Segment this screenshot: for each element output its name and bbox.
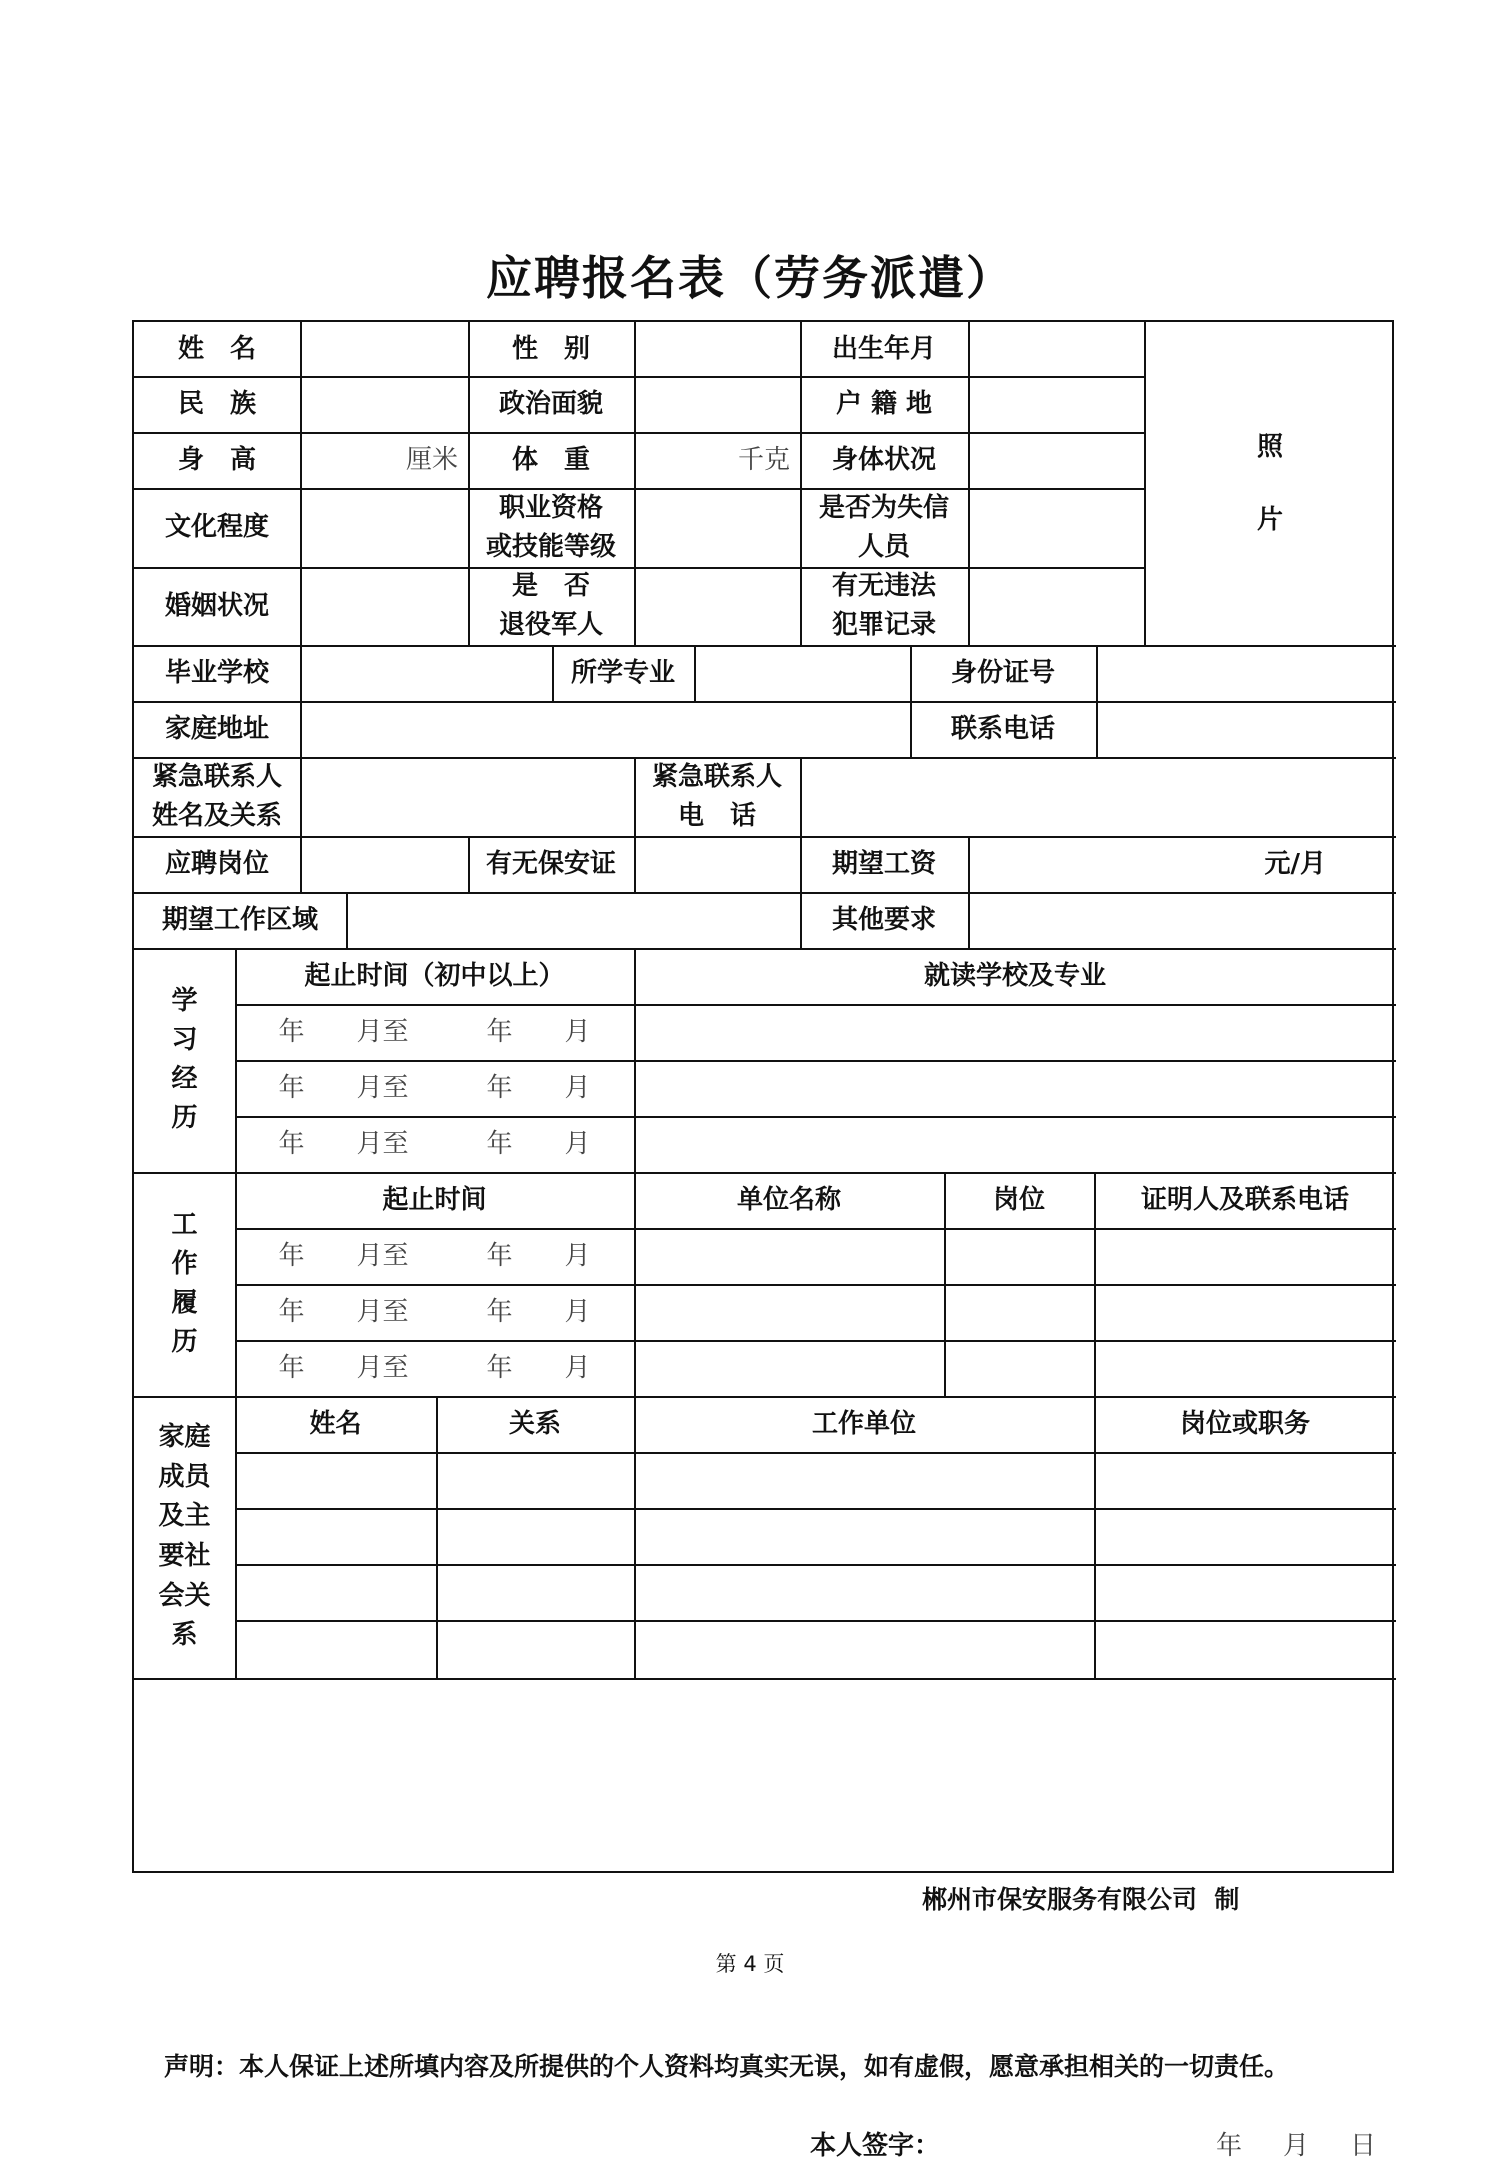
family-section-label: 家庭 成员 及主 要社 会关 系 bbox=[158, 1422, 211, 1651]
hukou-field[interactable] bbox=[968, 376, 1144, 432]
marital-field[interactable] bbox=[300, 567, 468, 645]
label-security-cert: 有无保安证 bbox=[485, 848, 616, 879]
row-line bbox=[235, 1564, 1396, 1566]
study-school-cell[interactable] bbox=[634, 1060, 1396, 1116]
study-period-cell[interactable]: 年 月至 年 月 bbox=[278, 1072, 591, 1103]
label-position: 应聘岗位 bbox=[164, 848, 269, 879]
label-phone: 联系电话 bbox=[950, 713, 1055, 744]
label-school: 毕业学校 bbox=[164, 657, 269, 688]
qualification-field[interactable] bbox=[634, 488, 800, 567]
salary-field[interactable]: 元/月 bbox=[1264, 848, 1326, 879]
date-day-label: 日 bbox=[1349, 2131, 1376, 2161]
study-section-label: 学 习 经 历 bbox=[171, 986, 198, 1133]
address-field[interactable] bbox=[300, 701, 910, 757]
phone-field[interactable] bbox=[1096, 701, 1396, 757]
label-id-number: 身份证号 bbox=[950, 657, 1055, 688]
ethnic-field[interactable] bbox=[300, 376, 468, 432]
work-period-header: 起止时间 bbox=[382, 1184, 487, 1215]
id-number-field[interactable] bbox=[1096, 645, 1396, 701]
education-field[interactable] bbox=[300, 488, 468, 567]
row-line bbox=[134, 1678, 1396, 1680]
label-emergency-name: 紧急联系人 姓名及关系 bbox=[151, 761, 282, 831]
family-name-header: 姓名 bbox=[309, 1408, 362, 1439]
position-field[interactable] bbox=[300, 836, 468, 892]
label-health: 身体状况 bbox=[831, 444, 936, 475]
study-school-cell[interactable] bbox=[634, 1116, 1396, 1172]
work-section-label: 工 作 履 历 bbox=[171, 1210, 198, 1357]
label-politics: 政治面貌 bbox=[498, 388, 603, 419]
study-period-cell[interactable]: 年 月至 年 月 bbox=[278, 1128, 591, 1159]
criminal-field[interactable] bbox=[968, 567, 1144, 645]
family-relation-header: 关系 bbox=[508, 1408, 561, 1439]
form-title: 应聘报名表（劳务派遣） bbox=[486, 251, 1014, 305]
signature-label: 本人签字： bbox=[810, 2131, 941, 2161]
label-gender: 性 别 bbox=[511, 333, 590, 364]
label-salary: 期望工资 bbox=[831, 848, 936, 879]
politics-field[interactable] bbox=[634, 376, 800, 432]
label-major: 所学专业 bbox=[570, 657, 675, 688]
other-field[interactable] bbox=[968, 892, 1396, 948]
label-name: 姓 名 bbox=[177, 333, 256, 364]
date-month-label: 月 bbox=[1282, 2131, 1309, 2161]
label-address: 家庭地址 bbox=[164, 713, 269, 744]
label-weight: 体 重 bbox=[511, 444, 590, 475]
row-line bbox=[235, 1620, 1396, 1622]
work-period-cell[interactable]: 年 月至 年 月 bbox=[278, 1296, 591, 1327]
row-line bbox=[235, 1452, 1396, 1454]
issuer-text: 郴州市保安服务有限公司 制 bbox=[922, 1885, 1240, 1914]
label-height: 身 高 bbox=[177, 444, 256, 475]
label-qualification: 职业资格 或技能等级 bbox=[485, 492, 616, 562]
label-ethnic: 民 族 bbox=[177, 388, 256, 419]
major-field[interactable] bbox=[694, 645, 910, 701]
label-emergency-phone: 紧急联系人 电 话 bbox=[651, 761, 782, 831]
work-unit-header: 单位名称 bbox=[736, 1184, 841, 1215]
work-period-cell[interactable]: 年 月至 年 月 bbox=[278, 1352, 591, 1383]
emergency-phone-field[interactable] bbox=[800, 757, 1396, 836]
health-field[interactable] bbox=[968, 432, 1144, 488]
signature-date[interactable] bbox=[1216, 2125, 1376, 2162]
weight-field[interactable]: 千克 bbox=[737, 444, 790, 475]
school-field[interactable] bbox=[300, 645, 552, 701]
area-field[interactable] bbox=[346, 892, 800, 948]
label-criminal: 有无违法 犯罪记录 bbox=[831, 571, 936, 640]
family-unit-header: 工作单位 bbox=[811, 1408, 916, 1439]
page-number: 第 4 页 bbox=[715, 1952, 785, 1976]
name-field[interactable] bbox=[300, 322, 468, 376]
emergency-name-field[interactable] bbox=[300, 757, 634, 836]
label-marital: 婚姻状况 bbox=[164, 590, 269, 621]
security-cert-field[interactable] bbox=[634, 836, 800, 892]
label-veteran: 是 否 退役军人 bbox=[498, 571, 603, 640]
label-area: 期望工作区域 bbox=[161, 904, 318, 935]
label-other: 其他要求 bbox=[831, 904, 936, 935]
row-line bbox=[235, 1508, 1396, 1510]
work-period-cell[interactable]: 年 月至 年 月 bbox=[278, 1240, 591, 1271]
label-education: 文化程度 bbox=[164, 512, 269, 542]
veteran-field[interactable] bbox=[634, 567, 800, 645]
label-dishonest: 是否为失信 人员 bbox=[818, 492, 949, 562]
study-school-header: 就读学校及专业 bbox=[923, 960, 1106, 991]
work-witness-header: 证明人及联系电话 bbox=[1140, 1184, 1349, 1215]
photo-box[interactable]: 照 片 bbox=[1256, 431, 1283, 535]
family-post-header: 岗位或职务 bbox=[1179, 1408, 1310, 1439]
declaration-text: 声明：本人保证上述所填内容及所提供的个人资料均真实无误，如有虚假，愿意承担相关的一切责任。 bbox=[164, 2052, 1290, 2081]
label-hukou: 户 籍 地 bbox=[835, 388, 933, 419]
study-period-cell[interactable]: 年 月至 年 月 bbox=[278, 1016, 591, 1047]
work-post-header: 岗位 bbox=[992, 1184, 1045, 1215]
study-period-header: 起止时间（初中以上） bbox=[304, 960, 565, 991]
gender-field[interactable] bbox=[634, 322, 800, 376]
date-year-label: 年 bbox=[1216, 2131, 1243, 2161]
study-school-cell[interactable] bbox=[634, 1004, 1396, 1060]
birth-field[interactable] bbox=[968, 322, 1144, 376]
height-field[interactable]: 厘米 bbox=[405, 444, 458, 475]
label-birth: 出生年月 bbox=[831, 333, 936, 364]
dishonest-field[interactable] bbox=[968, 488, 1144, 567]
